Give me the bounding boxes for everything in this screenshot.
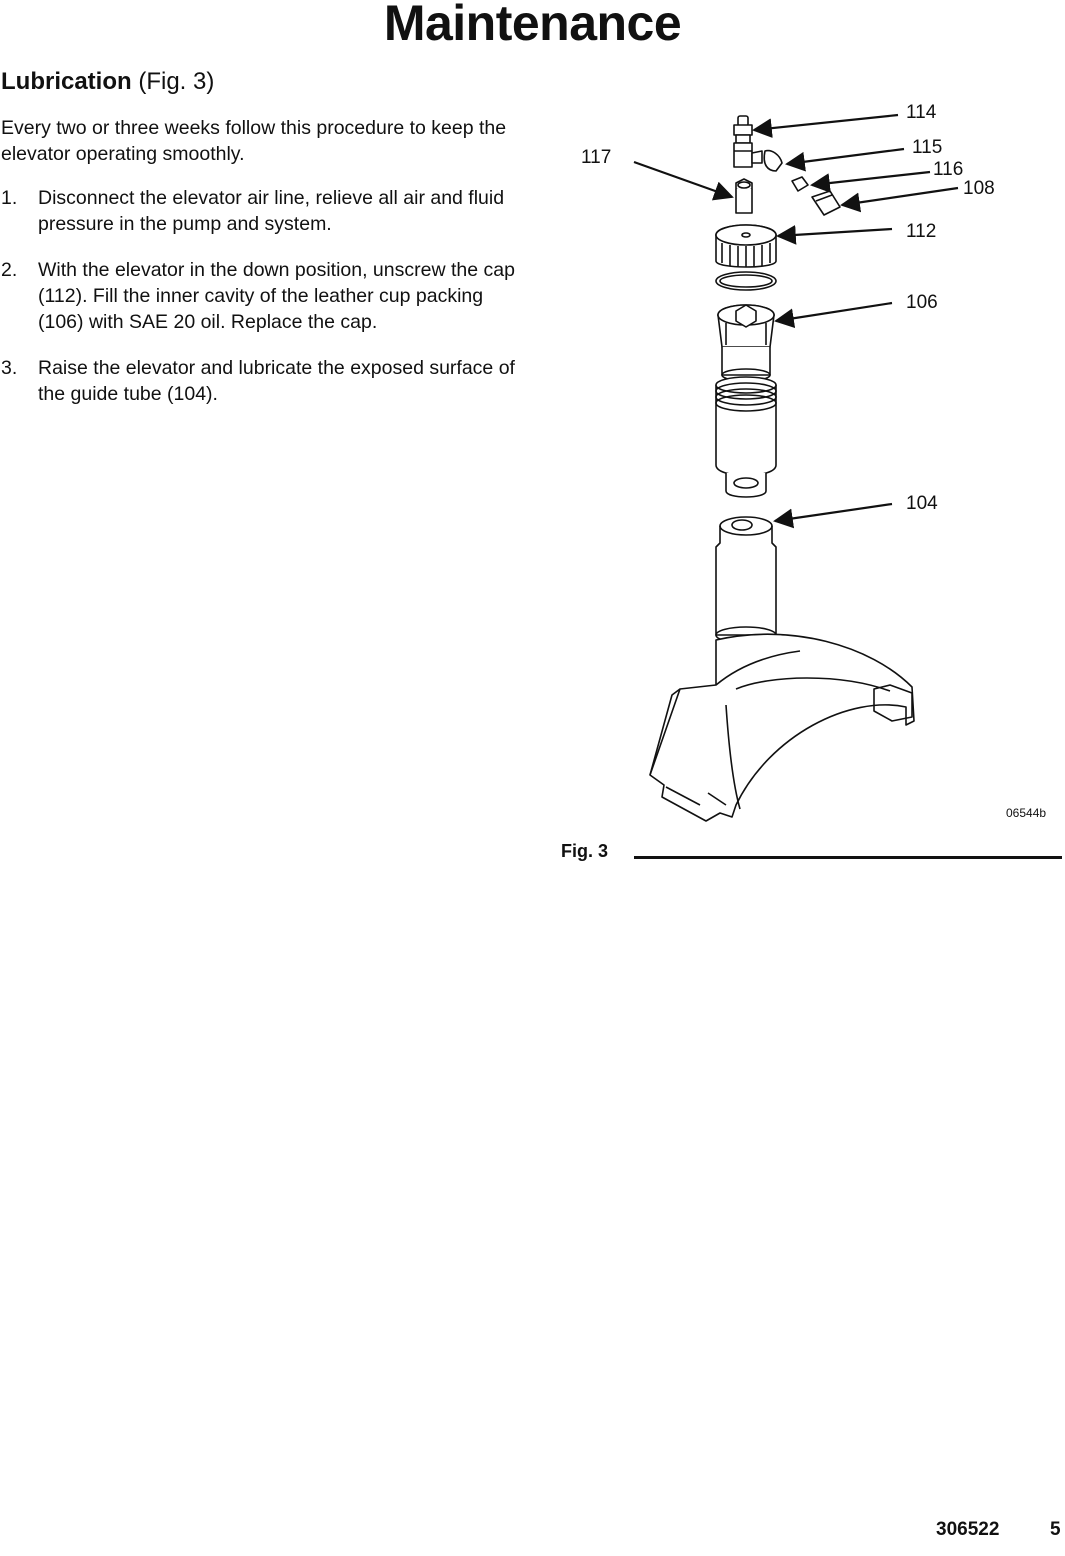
cup-packing-part [718,305,774,347]
procedure-steps [1,185,516,427]
guide-tube-part [716,517,776,643]
section-figure-reference: (Fig. 3) [138,68,215,95]
step-text: Raise the elevator and lubricate the exposed surface of the guide tube (104). [38,357,515,405]
drawing-id: 06544b [1006,806,1047,820]
footer-page-number: 5 [1050,1519,1061,1540]
piston-tube-part [716,347,776,497]
section-heading-text: Lubrication [1,68,132,95]
callout-116: 116 [933,159,964,180]
step-2 [1,257,516,335]
step-1 [1,185,516,237]
exploded-parts-diagram [540,85,1062,835]
caption-rule [634,856,1062,859]
callout-106: 106 [906,292,938,313]
step-number: 3. [1,357,18,379]
step-number: 2. [1,259,18,281]
step-number: 1. [1,187,18,209]
footer-document-number: 306522 [936,1519,1000,1540]
section-heading [1,68,214,96]
step-text: Disconnect the elevator air line, relieve all air and fluid pressure in the pump and system. [38,187,505,235]
callout-112: 112 [906,221,937,242]
hex-nut-part [736,179,752,213]
cap-part [716,225,776,267]
o-ring-part [716,272,776,290]
step-text: With the elevator in the down position, unscrew the cap (112). Fill the inner cavity of the leather cup packing (106) with SAE 20 oil. Replace the cap. [38,259,515,333]
elevator-base-part [650,634,914,821]
grease-fitting-part [734,116,752,167]
step-3 [1,355,516,407]
callout-115: 115 [912,137,943,158]
intro-paragraph: Every two or three weeks follow this procedure to keep the elevator operating smoothly. [1,117,507,165]
figure-caption: Fig. 3 [561,841,609,861]
callout-114: 114 [906,102,937,123]
page-title: Maintenance [383,0,682,51]
callout-108: 108 [963,178,995,199]
callout-104: 104 [906,493,938,514]
callout-117: 117 [581,147,612,168]
